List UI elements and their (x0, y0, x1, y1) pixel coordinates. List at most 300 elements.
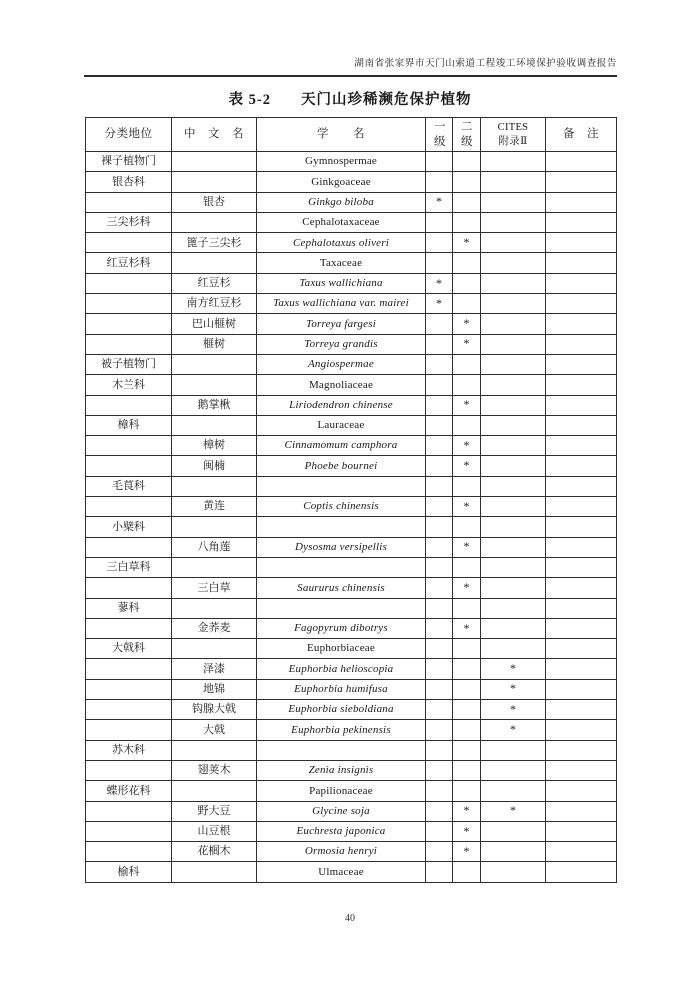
chinese-name-cell: 黄连 (172, 497, 257, 517)
cites-label-line2: 附录Ⅱ (498, 135, 528, 147)
class1-cell (426, 862, 453, 882)
latin-name-cell (257, 476, 426, 496)
class2-cell (453, 415, 481, 435)
cites-cell: * (481, 801, 546, 821)
chinese-name-cell (172, 152, 257, 172)
col-header-cites (481, 118, 546, 152)
class1-cell (426, 212, 453, 232)
note-cell (546, 497, 617, 517)
note-cell (546, 152, 617, 172)
note-cell (546, 436, 617, 456)
table-row (86, 821, 617, 841)
table-row (86, 720, 617, 740)
table-row (86, 212, 617, 232)
table-row (86, 415, 617, 435)
latin-name-cell: Gymnospermae (257, 152, 426, 172)
class1-cell: * (426, 294, 453, 314)
category-cell: 三尖杉科 (86, 212, 172, 232)
chinese-name-cell: 巴山榧树 (172, 314, 257, 334)
class2-cell (453, 639, 481, 659)
col-header-latin-name: 学 名 (257, 118, 426, 152)
note-cell (546, 557, 617, 577)
class1-cell: * (426, 273, 453, 293)
table-row (86, 273, 617, 293)
class1-cell (426, 557, 453, 577)
note-cell (546, 212, 617, 232)
note-cell (546, 862, 617, 882)
chinese-name-cell (172, 862, 257, 882)
class2-cell: * (453, 537, 481, 557)
class1-cell (426, 436, 453, 456)
table-row (86, 740, 617, 760)
class1-cell (426, 537, 453, 557)
table-row (86, 294, 617, 314)
category-cell: 木兰科 (86, 375, 172, 395)
table-row (86, 476, 617, 496)
table-row (86, 314, 617, 334)
class2-cell (453, 375, 481, 395)
class1-cell (426, 598, 453, 618)
table-row (86, 456, 617, 476)
table-row (86, 700, 617, 720)
latin-name-cell: Ulmaceae (257, 862, 426, 882)
table-row (86, 659, 617, 679)
cites-cell (481, 172, 546, 192)
cites-cell (481, 578, 546, 598)
category-cell: 毛茛科 (86, 476, 172, 496)
chinese-name-cell: 泽漆 (172, 659, 257, 679)
class1-cell: * (426, 192, 453, 212)
class2-cell (453, 679, 481, 699)
header-rule (84, 75, 617, 77)
note-cell (546, 801, 617, 821)
chinese-name-cell (172, 639, 257, 659)
col-header-class2: 二级 (453, 118, 481, 152)
note-cell (546, 415, 617, 435)
chinese-name-cell: 三白草 (172, 578, 257, 598)
class2-cell (453, 740, 481, 760)
note-cell (546, 578, 617, 598)
class1-cell (426, 395, 453, 415)
class2-cell (453, 598, 481, 618)
category-cell: 被子植物门 (86, 354, 172, 374)
category-cell (86, 233, 172, 253)
category-cell (86, 578, 172, 598)
category-cell (86, 294, 172, 314)
note-cell (546, 334, 617, 354)
table-row (86, 842, 617, 862)
category-cell (86, 334, 172, 354)
class1-cell (426, 415, 453, 435)
latin-name-cell (257, 740, 426, 760)
class1-cell (426, 801, 453, 821)
category-cell: 红豆杉科 (86, 253, 172, 273)
latin-name-cell: Taxus wallichiana (257, 273, 426, 293)
table-row (86, 598, 617, 618)
class2-cell (453, 659, 481, 679)
table-row (86, 192, 617, 212)
note-cell (546, 740, 617, 760)
page-number: 40 (345, 913, 355, 924)
table-row (86, 618, 617, 638)
latin-name-cell: Torreya grandis (257, 334, 426, 354)
table-row (86, 233, 617, 253)
category-cell (86, 659, 172, 679)
class1-cell (426, 700, 453, 720)
category-cell (86, 273, 172, 293)
table-row (86, 395, 617, 415)
chinese-name-cell: 大戟 (172, 720, 257, 740)
category-cell (86, 314, 172, 334)
chinese-name-cell: 樟树 (172, 436, 257, 456)
note-cell (546, 476, 617, 496)
note-cell (546, 760, 617, 780)
category-cell (86, 760, 172, 780)
cites-cell: * (481, 659, 546, 679)
class1-cell (426, 679, 453, 699)
chinese-name-cell: 红豆杉 (172, 273, 257, 293)
table-row (86, 781, 617, 801)
category-cell: 裸子植物门 (86, 152, 172, 172)
note-cell (546, 375, 617, 395)
class2-cell: * (453, 314, 481, 334)
class2-cell (453, 476, 481, 496)
latin-name-cell: Angiospermae (257, 354, 426, 374)
chinese-name-cell (172, 253, 257, 273)
class2-cell (453, 253, 481, 273)
category-cell (86, 821, 172, 841)
note-cell (546, 172, 617, 192)
category-cell (86, 801, 172, 821)
chinese-name-cell: 钩腺大戟 (172, 700, 257, 720)
note-cell (546, 456, 617, 476)
cites-cell (481, 598, 546, 618)
class1-cell (426, 497, 453, 517)
table-row (86, 760, 617, 780)
table-row (86, 557, 617, 577)
note-cell (546, 192, 617, 212)
class1-cell (426, 578, 453, 598)
cites-cell (481, 294, 546, 314)
class2-cell (453, 152, 481, 172)
latin-name-cell: Ginkgo biloba (257, 192, 426, 212)
latin-name-cell: Dysosma versipellis (257, 537, 426, 557)
class2-cell (453, 354, 481, 374)
class2-cell: * (453, 395, 481, 415)
chinese-name-cell: 榧树 (172, 334, 257, 354)
chinese-name-cell (172, 557, 257, 577)
cites-cell (481, 273, 546, 293)
note-cell (546, 314, 617, 334)
note-cell (546, 659, 617, 679)
table-row (86, 436, 617, 456)
chinese-name-cell: 篦子三尖杉 (172, 233, 257, 253)
class2-cell (453, 517, 481, 537)
category-cell (86, 436, 172, 456)
note-cell (546, 821, 617, 841)
class2-cell: * (453, 842, 481, 862)
category-cell: 三白草科 (86, 557, 172, 577)
cites-cell (481, 436, 546, 456)
table-number: 表 5-2 (228, 92, 271, 108)
chinese-name-cell (172, 781, 257, 801)
class2-cell (453, 212, 481, 232)
class1-cell (426, 720, 453, 740)
class2-cell: * (453, 618, 481, 638)
class1-cell (426, 821, 453, 841)
class2-cell: * (453, 233, 481, 253)
class2-cell (453, 700, 481, 720)
cites-cell (481, 375, 546, 395)
class2-cell: * (453, 436, 481, 456)
cites-cell (481, 314, 546, 334)
table-row (86, 801, 617, 821)
chinese-name-cell: 银杏 (172, 192, 257, 212)
chinese-name-cell: 闽楠 (172, 456, 257, 476)
cites-cell (481, 781, 546, 801)
category-cell (86, 700, 172, 720)
note-cell (546, 395, 617, 415)
latin-name-cell: Cephalotaxus oliveri (257, 233, 426, 253)
chinese-name-cell: 南方红豆杉 (172, 294, 257, 314)
latin-name-cell: Lauraceae (257, 415, 426, 435)
latin-name-cell: Torreya fargesi (257, 314, 426, 334)
class2-cell (453, 760, 481, 780)
class1-cell (426, 172, 453, 192)
cites-cell: * (481, 679, 546, 699)
note-cell (546, 354, 617, 374)
category-cell: 苏木科 (86, 740, 172, 760)
latin-name-cell: Magnoliaceae (257, 375, 426, 395)
class1-cell (426, 314, 453, 334)
note-cell (546, 842, 617, 862)
cites-cell (481, 233, 546, 253)
note-cell (546, 233, 617, 253)
category-cell: 小檗科 (86, 517, 172, 537)
class2-cell (453, 172, 481, 192)
class2-cell: * (453, 334, 481, 354)
chinese-name-cell: 八角莲 (172, 537, 257, 557)
class2-cell (453, 557, 481, 577)
class2-cell (453, 294, 481, 314)
col-header-class1: 一级 (426, 118, 453, 152)
category-cell (86, 537, 172, 557)
cites-cell (481, 618, 546, 638)
cites-cell (481, 740, 546, 760)
chinese-name-cell: 鹅掌楸 (172, 395, 257, 415)
chinese-name-cell: 花榈木 (172, 842, 257, 862)
cites-cell (481, 639, 546, 659)
cites-cell (481, 415, 546, 435)
cites-label-line1: CITES (497, 122, 529, 134)
table-row (86, 679, 617, 699)
note-cell (546, 517, 617, 537)
class2-cell (453, 273, 481, 293)
category-cell: 榆科 (86, 862, 172, 882)
latin-name-cell: Saururus chinensis (257, 578, 426, 598)
class2-cell (453, 720, 481, 740)
cites-cell (481, 537, 546, 557)
table-row (86, 172, 617, 192)
table-row (86, 253, 617, 273)
latin-name-cell: Euphorbia sieboldiana (257, 700, 426, 720)
category-cell: 蝶形花科 (86, 781, 172, 801)
latin-name-cell (257, 557, 426, 577)
category-cell: 大戟科 (86, 639, 172, 659)
chinese-name-cell: 金荞麦 (172, 618, 257, 638)
table-header-row (86, 118, 617, 152)
chinese-name-cell (172, 517, 257, 537)
cites-cell (481, 476, 546, 496)
cites-cell (481, 557, 546, 577)
running-header (354, 55, 617, 69)
chinese-name-cell: 翅荚木 (172, 760, 257, 780)
table-body (86, 152, 617, 883)
class1-cell (426, 639, 453, 659)
table-row (86, 497, 617, 517)
class1-cell (426, 354, 453, 374)
table-row (86, 639, 617, 659)
class1-cell (426, 233, 453, 253)
class1-cell (426, 476, 453, 496)
class1-cell (426, 253, 453, 273)
note-cell (546, 537, 617, 557)
note-cell (546, 273, 617, 293)
category-cell (86, 497, 172, 517)
note-cell (546, 679, 617, 699)
latin-name-cell: Euphorbia pekinensis (257, 720, 426, 740)
cites-cell (481, 862, 546, 882)
note-cell (546, 700, 617, 720)
note-cell (546, 720, 617, 740)
cites-cell (481, 212, 546, 232)
cites-cell: * (481, 700, 546, 720)
latin-name-cell: Euphorbia humifusa (257, 679, 426, 699)
category-cell: 银杏科 (86, 172, 172, 192)
col-header-category: 分类地位 (86, 118, 172, 152)
latin-name-cell: Glycine soja (257, 801, 426, 821)
table-row (86, 578, 617, 598)
table-row (86, 334, 617, 354)
table-caption (0, 88, 700, 109)
class2-cell: * (453, 456, 481, 476)
chinese-name-cell: 野大豆 (172, 801, 257, 821)
category-cell (86, 456, 172, 476)
latin-name-cell: Fagopyrum dibotrys (257, 618, 426, 638)
note-cell (546, 639, 617, 659)
col-header-chinese-name: 中 文 名 (172, 118, 257, 152)
table-row (86, 862, 617, 882)
latin-name-cell: Coptis chinensis (257, 497, 426, 517)
class1-cell (426, 456, 453, 476)
class1-cell (426, 517, 453, 537)
note-cell (546, 618, 617, 638)
cites-cell (481, 497, 546, 517)
running-header-text: 湖南省张家界市天门山索道工程竣工环境保护验收调查报告 (354, 59, 617, 69)
class1-cell (426, 740, 453, 760)
category-cell (86, 679, 172, 699)
col-header-note: 备 注 (546, 118, 617, 152)
note-cell (546, 598, 617, 618)
cites-cell (481, 842, 546, 862)
protected-plants-table (85, 117, 617, 883)
note-cell (546, 253, 617, 273)
category-cell (86, 618, 172, 638)
latin-name-cell: Euphorbia helioscopia (257, 659, 426, 679)
category-cell: 樟科 (86, 415, 172, 435)
cites-cell (481, 253, 546, 273)
cites-cell: * (481, 720, 546, 740)
category-cell (86, 720, 172, 740)
cites-cell (481, 334, 546, 354)
latin-name-cell: Taxus wallichiana var. mairei (257, 294, 426, 314)
latin-name-cell: Taxaceae (257, 253, 426, 273)
latin-name-cell: Cephalotaxaceae (257, 212, 426, 232)
latin-name-cell: Zenia insignis (257, 760, 426, 780)
table-row (86, 537, 617, 557)
class2-cell: * (453, 497, 481, 517)
category-cell (86, 395, 172, 415)
chinese-name-cell (172, 598, 257, 618)
category-cell: 蓼科 (86, 598, 172, 618)
note-cell (546, 781, 617, 801)
latin-name-cell: Ormosia henryi (257, 842, 426, 862)
chinese-name-cell (172, 476, 257, 496)
cites-cell (481, 395, 546, 415)
latin-name-cell: Ginkgoaceae (257, 172, 426, 192)
latin-name-cell: Phoebe bournei (257, 456, 426, 476)
cites-cell (481, 192, 546, 212)
class2-cell: * (453, 578, 481, 598)
table-title: 天门山珍稀濒危保护植物 (300, 92, 472, 108)
latin-name-cell: Euphorbiaceae (257, 639, 426, 659)
latin-name-cell: Euchresta japonica (257, 821, 426, 841)
class1-cell (426, 781, 453, 801)
table-row (86, 375, 617, 395)
class2-cell: * (453, 801, 481, 821)
chinese-name-cell (172, 415, 257, 435)
class1-cell (426, 659, 453, 679)
table-row (86, 517, 617, 537)
chinese-name-cell: 山豆根 (172, 821, 257, 841)
latin-name-cell: Liriodendron chinense (257, 395, 426, 415)
class1-cell (426, 618, 453, 638)
class1-cell (426, 842, 453, 862)
class2-cell (453, 781, 481, 801)
cites-cell (481, 821, 546, 841)
chinese-name-cell (172, 354, 257, 374)
chinese-name-cell (172, 212, 257, 232)
chinese-name-cell (172, 172, 257, 192)
latin-name-cell: Papilionaceae (257, 781, 426, 801)
cites-cell (481, 152, 546, 172)
table-row (86, 152, 617, 172)
latin-name-cell: Cinnamomum camphora (257, 436, 426, 456)
cites-cell (481, 517, 546, 537)
class1-cell (426, 760, 453, 780)
category-cell (86, 842, 172, 862)
latin-name-cell (257, 598, 426, 618)
latin-name-cell (257, 517, 426, 537)
class1-cell (426, 375, 453, 395)
category-cell (86, 192, 172, 212)
table-row (86, 354, 617, 374)
class2-cell (453, 862, 481, 882)
note-cell (546, 294, 617, 314)
class1-cell (426, 334, 453, 354)
class2-cell: * (453, 821, 481, 841)
cites-cell (481, 456, 546, 476)
